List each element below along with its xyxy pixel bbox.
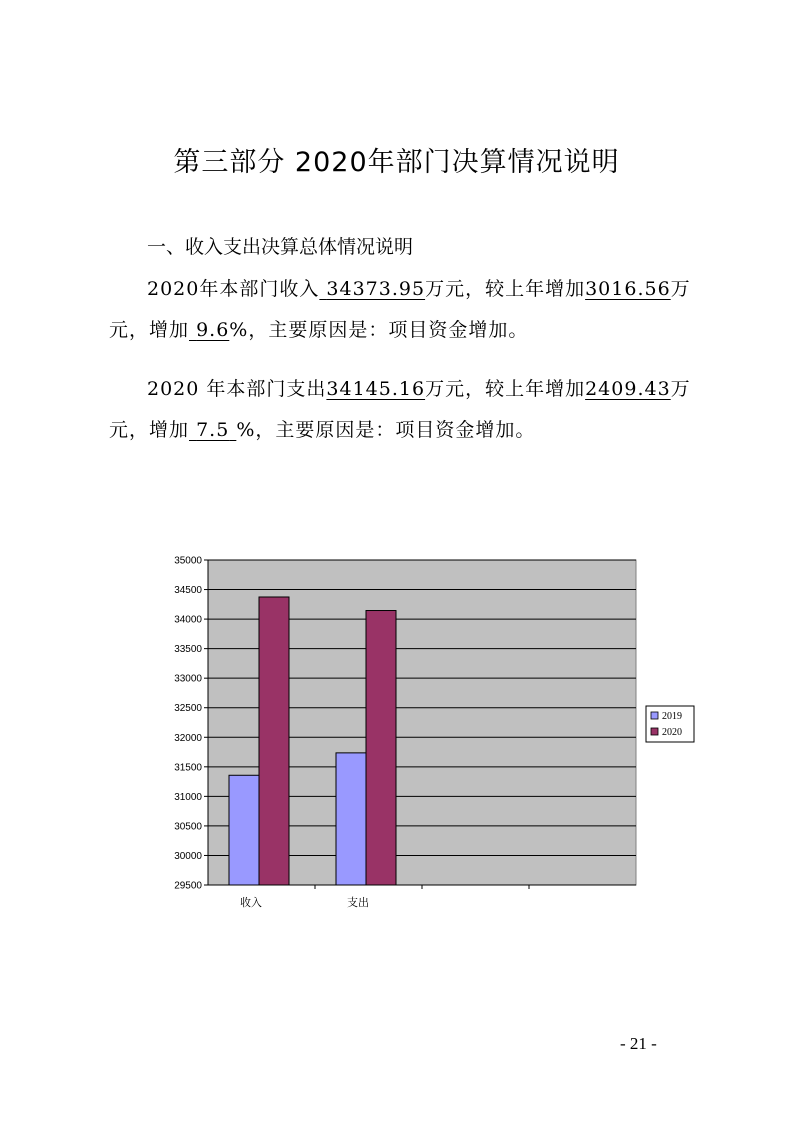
income-amount: 34373.95 bbox=[326, 278, 426, 300]
y-tick-label: 33500 bbox=[174, 644, 202, 656]
bar-chart bbox=[150, 548, 710, 918]
income-prefix: 2020年本部门收入 bbox=[147, 278, 320, 300]
bar-2019-0 bbox=[229, 775, 259, 885]
x-tick-label: 支出 bbox=[347, 896, 369, 909]
bar-2020-1 bbox=[366, 611, 396, 885]
income-percent: 9.6 bbox=[196, 319, 230, 341]
legend-label-2020: 2020 bbox=[662, 727, 682, 738]
y-tick-label: 30000 bbox=[174, 850, 202, 862]
income-suffix: %，主要原因是：项目资金增加。 bbox=[229, 319, 529, 341]
income-mid2: 万元，增加 bbox=[109, 278, 691, 341]
x-tick-label: 收入 bbox=[240, 896, 262, 909]
legend-swatch-2019 bbox=[651, 712, 658, 719]
income-paragraph bbox=[109, 269, 709, 351]
expense-increase: 2409.43 bbox=[585, 378, 671, 400]
income-mid1: 万元，较上年增加 bbox=[425, 278, 586, 300]
legend-label-2019: 2019 bbox=[662, 711, 682, 722]
y-tick-label: 35000 bbox=[174, 555, 202, 567]
y-tick-label: 31500 bbox=[174, 762, 202, 774]
expense-prefix: 2020 年本部门支出 bbox=[147, 378, 327, 400]
expense-percent: 7.5 bbox=[196, 419, 230, 441]
expense-mid1: 万元，较上年增加 bbox=[425, 378, 586, 400]
income-increase: 3016.56 bbox=[585, 278, 671, 300]
expense-amount: 34145.16 bbox=[326, 378, 426, 400]
y-tick-label: 32000 bbox=[174, 732, 202, 744]
expense-suffix: %，主要原因是：项目资金增加。 bbox=[236, 419, 536, 441]
bar-2019-1 bbox=[336, 753, 366, 885]
y-tick-label: 31000 bbox=[174, 791, 202, 803]
y-tick-label: 34500 bbox=[174, 585, 202, 597]
y-tick-label: 30500 bbox=[174, 821, 202, 833]
page-number: - 21 - bbox=[620, 1034, 657, 1053]
section-heading: 一、收入支出决算总体情况说明 bbox=[147, 236, 414, 258]
bar-2020-0 bbox=[259, 597, 289, 885]
page-title: 第三部分 2020年部门决算情况说明 bbox=[173, 147, 620, 178]
expense-paragraph bbox=[109, 369, 709, 451]
y-tick-label: 34000 bbox=[174, 614, 202, 626]
legend-swatch-2020 bbox=[651, 728, 658, 735]
y-tick-label: 33000 bbox=[174, 673, 202, 685]
y-tick-label: 29500 bbox=[174, 880, 202, 892]
expense-mid2: 万元，增加 bbox=[109, 378, 691, 441]
y-tick-label: 32500 bbox=[174, 703, 202, 715]
